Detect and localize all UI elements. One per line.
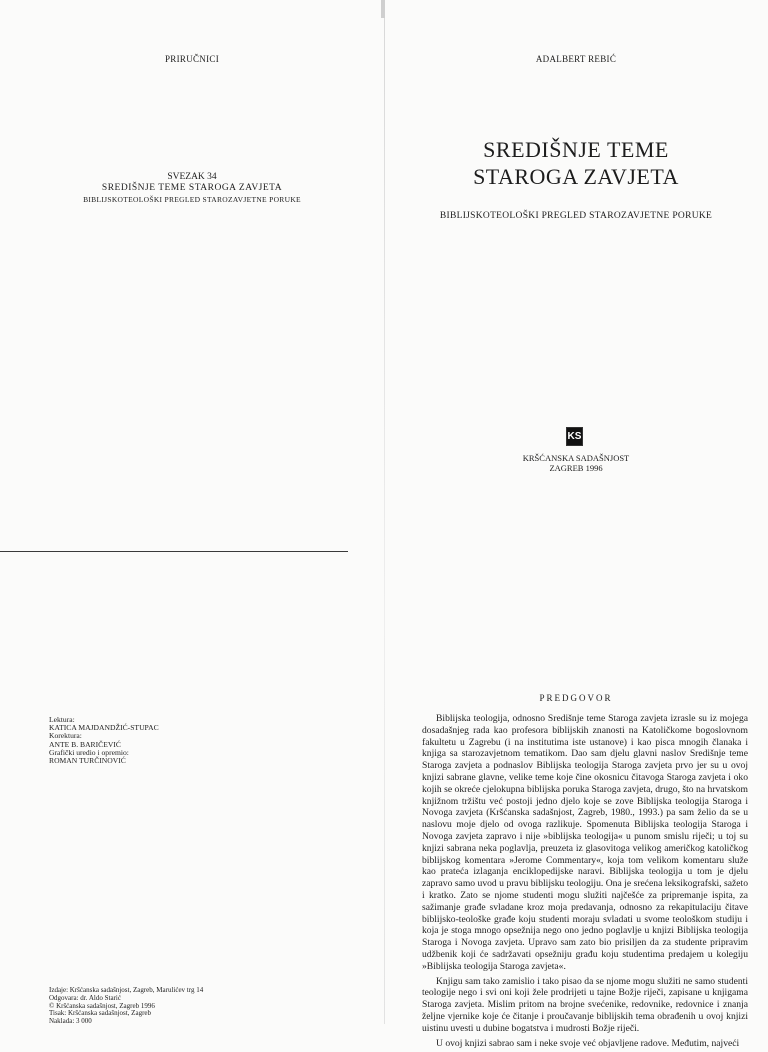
volume-subtitle: BIBLIJSKOTEOLOŠKI PREGLED STAROZAVJETNE PORUKE xyxy=(83,195,301,204)
preface-paragraph: Knjigu sam tako zamislio i tako pisao da se njome mogu služiti ne samo studenti teologije nego i svi oni koji žele prodrijeti u tajne Božje riječi, zapisane u knjigama Staroga zavjeta. Mislim pritom na brojne svećenike, redovnike, redovnice i znanja željne vjernike koje će čitanje i proučavanje biblijskih tema obrađenih u ovoj knjizi uistinu uvesti u dubine bogatstva i mudrosti Božje riječi. xyxy=(422,975,748,1034)
title-line-2: STAROGA ZAVJETA xyxy=(473,164,679,189)
book-subtitle: BIBLIJSKOTEOLOŠKI PREGLED STAROZAVJETNE PORUKE xyxy=(439,211,713,221)
title-line-1: SREDIŠNJE TEME xyxy=(483,137,669,162)
credit-proofread-name: KATICA MAJDANDŽIĆ-STUPAC xyxy=(49,723,159,733)
author-name: ADALBERT REBIĆ xyxy=(535,54,617,64)
preface-body xyxy=(422,713,748,1052)
publisher-place-year: ZAGREB 1996 xyxy=(549,463,603,473)
credit-design-role: Grafički uredio i opremio: xyxy=(49,747,129,757)
imprint-block xyxy=(49,987,203,1026)
imprint-line: Tisak: Kršćanska sadašnjost, Zagreb xyxy=(49,1009,152,1018)
preface-heading: PREDGOVOR xyxy=(539,693,613,703)
credits-block xyxy=(49,716,159,765)
credit-correction-name: ANTE B. BARIČEVIĆ xyxy=(49,739,121,749)
spine-mark xyxy=(381,0,385,18)
volume-number: SVEZAK 34 xyxy=(167,172,217,182)
page-fold-line xyxy=(0,551,348,552)
series-label: PRIRUČNICI xyxy=(164,54,219,64)
volume-title: SREDIŠNJE TEME STAROGA ZAVJETA xyxy=(101,183,283,193)
imprint-line: Naklada: 3 000 xyxy=(49,1017,92,1026)
title-block xyxy=(384,136,768,190)
imprint-line: Odgovara: dr. Aldo Starić xyxy=(49,993,121,1002)
preface-paragraph: Biblijska teologija, odnosno Središnje teme Staroga zavjeta izrasle su iz mojega dosadašnjeg rada kao profesora biblijskih znanosti na Katoličkome bogoslovnom fakultetu u Zagrebu (i na institutima iste ustanove) i kao pisca mnogih članaka i knjiga sa starozavjetnom tematikom. Dao sam djelu glavni naslov Središnje teme Staroga zavjeta a podnaslov Biblijska teologija Staroga zavjeta prvo jer su u ovoj knjizi sabrane glavne, velike teme koje čine okosnicu čitavoga Staroga zavjeta i oko kojih se okreće cjelokupna biblijska poruka Staroga zavjeta, drugo, što na hrvatskom knjižnom tržištu već postoji jedno djelo koje se zove Biblijska teologija Staroga i Novoga zavjeta (Kršćanska sadašnjost, Zagreb, 1980., 1993.) pa sam želio da se u naslovu moje djelo od ovoga razlikuje. Spomenuta Biblijska teologija Staroga i Novoga zavjeta zapravo i nije »biblijska teologija« u punom smislu riječi; u toj su knjizi sabrana neka poglavlja, preuzeta iz glasovitoga velikog američkog katoličkog biblijskog komentara »Jerome Commentary«, koja tom velikom komentaru služe kao prateća izlaganja enciklopedijske naravi. Biblijska teologija u tom je djelu zapravo samo uvod u pravu biblijsku teologiju. Ona je srećena leksikografski, sažeto i kratko. Zato se njome studenti mogu služiti najčešće za pripremanje ispita, za sažimanje građe svladane kroz moja predavanja, odnosno za rekapitulaciju čitave biblijsko-teološke građe koju studenti moraju svladati u svome teološkom studiju i koja je stoga mnogo opsežnija nego ono jedno poglavlje u knjizi Biblijska teologija Staroga i Novoga zavjeta. Upravo sam zato bio prisiljen da za studente pripravim udžbenik koji će sadržavati opsežniju građu koju studentima predajem u kolegiju »Biblijska teologija Staroga zavjeta«. xyxy=(422,713,748,972)
imprint-line: Izdaje: Kršćanska sadašnjost, Zagreb, Marulićev trg 14 xyxy=(49,986,204,994)
publisher-logo: KS xyxy=(566,427,583,446)
imprint-line: © Kršćanska sadašnjost, Zagreb 1996 xyxy=(49,1001,155,1010)
credit-correction-role: Korektura: xyxy=(49,731,82,741)
preface-paragraph: U ovoj knjizi sabrao sam i neke svoje već objavljene radove. Međutim, najveći xyxy=(436,1037,740,1049)
credit-design-name: ROMAN TURČINOVIĆ xyxy=(49,756,126,766)
publisher-block xyxy=(384,453,768,473)
publisher-name: KRŠĆANSKA SADAŠNJOST xyxy=(522,453,630,463)
volume-block xyxy=(0,172,384,205)
credit-proofread-role: Lektura: xyxy=(49,715,75,724)
